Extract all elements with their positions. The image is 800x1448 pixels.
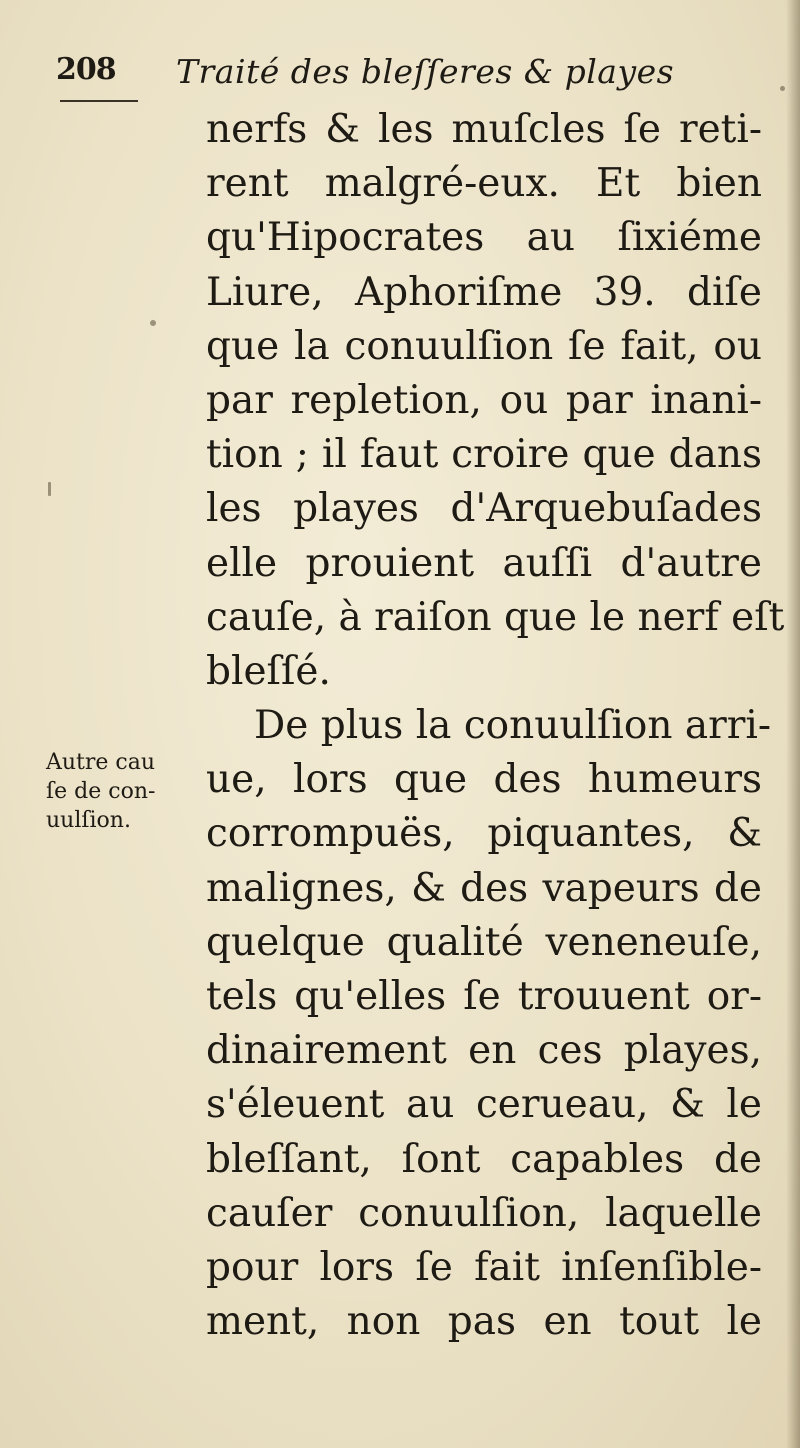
text-line: dinairement en ces playes, bbox=[206, 1028, 762, 1074]
body-text bbox=[206, 103, 785, 1349]
page-edge-shadow bbox=[786, 0, 800, 1448]
running-title: Traité des bleſſeres & playes bbox=[176, 52, 675, 91]
text-line: les playes d'Arquebuſades bbox=[206, 486, 762, 532]
text-line: Liure, Aphoriſme 39. diſe bbox=[206, 269, 762, 315]
page-number: 208 bbox=[56, 52, 116, 87]
text-line: que la conuulſion ſe fait, ou bbox=[206, 323, 762, 369]
paper-speck bbox=[780, 86, 785, 91]
text-line: qu'Hipocrates au ſixiéme bbox=[206, 215, 762, 261]
text-line: cauſer conuulſion, laquelle bbox=[206, 1190, 762, 1236]
paper-speck bbox=[48, 482, 51, 496]
text-line: pour lors ſe fait inſenſible- bbox=[206, 1244, 762, 1290]
text-line: par repletion, ou par inani- bbox=[206, 377, 762, 423]
margin-note bbox=[46, 748, 202, 835]
margin-note-line: uulſion. bbox=[46, 808, 131, 833]
text-line: cauſe, à raiſon que le nerf eſt bbox=[206, 594, 785, 640]
text-line: elle prouient auſſi d'autre bbox=[206, 540, 762, 586]
text-line: bleſſé. bbox=[206, 648, 331, 694]
text-line: ue, lors que des humeurs bbox=[206, 757, 762, 803]
text-line: tels qu'elles ſe trouuent or- bbox=[206, 974, 762, 1019]
text-line: quelque qualité veneneuſe, bbox=[206, 919, 762, 965]
page-number-rule bbox=[60, 100, 138, 102]
paper-speck bbox=[150, 320, 156, 326]
text-line: nerfs & les muſcles ſe reti- bbox=[206, 107, 762, 152]
text-line: bleſſant, ſont capables de bbox=[206, 1136, 762, 1182]
text-line: tion ; il faut croire que dans bbox=[206, 432, 762, 478]
text-line: rent malgré-eux. Et bien bbox=[206, 161, 762, 207]
text-line: malignes, & des vapeurs de bbox=[206, 865, 762, 911]
text-line: De plus la conuulſion arri- bbox=[254, 703, 772, 749]
text-line: corrompuës, piquantes, & bbox=[206, 811, 762, 857]
margin-note-line: ſe de con- bbox=[46, 779, 156, 804]
text-line: s'éleuent au cerueau, & le bbox=[206, 1082, 762, 1128]
text-line: ment, non pas en tout le bbox=[206, 1299, 762, 1345]
margin-note-line: Autre cau bbox=[46, 750, 156, 775]
